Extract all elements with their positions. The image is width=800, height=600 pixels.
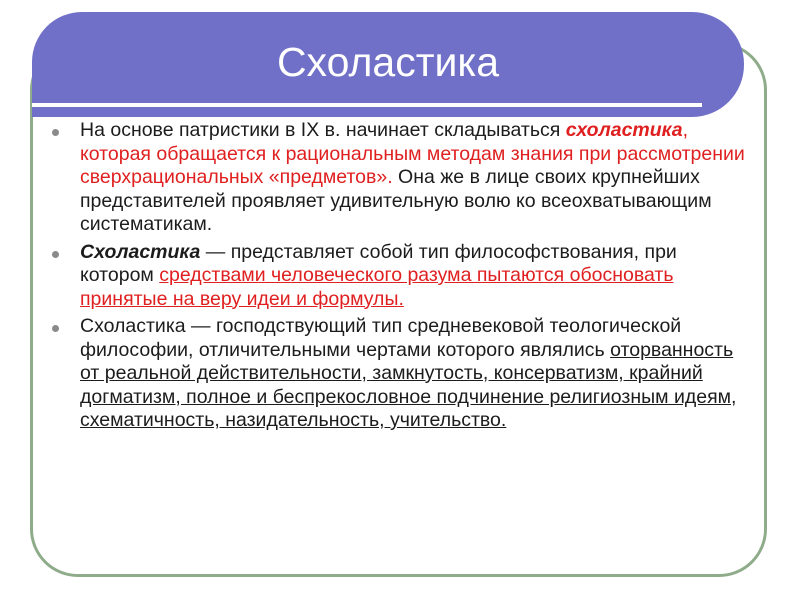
slide-body (52, 119, 752, 437)
bullet-dot-icon (52, 251, 59, 258)
text-segment: Схоластика — господствующий тип средневековой теологической философии, отличительными чертами которого являлись (80, 315, 682, 361)
text-segment: Она же в лице своих крупнейших представителей проявляет удивительную волю ко всеохватывающим систематикам. (80, 166, 712, 235)
text-segment-highlight: , которая обращается к рациональным методам знания при рассмотрении сверхрациональных «предметов». (80, 119, 745, 188)
term-highlight: Схоластика (80, 240, 201, 263)
bullet-paragraph-1 (52, 119, 752, 237)
term-highlight: схоластика (565, 119, 683, 141)
bullet-paragraph-2 (52, 241, 752, 312)
slide-title: Схоластика (276, 39, 500, 85)
title-underline (32, 103, 702, 107)
text-segment-highlight: средствами человеческого разума пытаются обосновать принятые на веру идеи и формулы. (80, 264, 674, 310)
text-segment: — представляет собой тип философствования, при котором (80, 240, 677, 286)
bullet-dot-icon (52, 129, 59, 136)
text-segment-underlined: оторванность от реальной действительности, замкнутость, консерватизм, крайний догматизм, полное и беспрекословное подчинение религиозным идеям, схематичность, назидательность, учительство. (80, 338, 737, 431)
bullet-paragraph-3 (52, 315, 752, 433)
title-bar (32, 12, 744, 117)
bullet-dot-icon (52, 325, 59, 332)
text-segment: На основе патристики в IX в. начинает складываться (80, 119, 566, 141)
